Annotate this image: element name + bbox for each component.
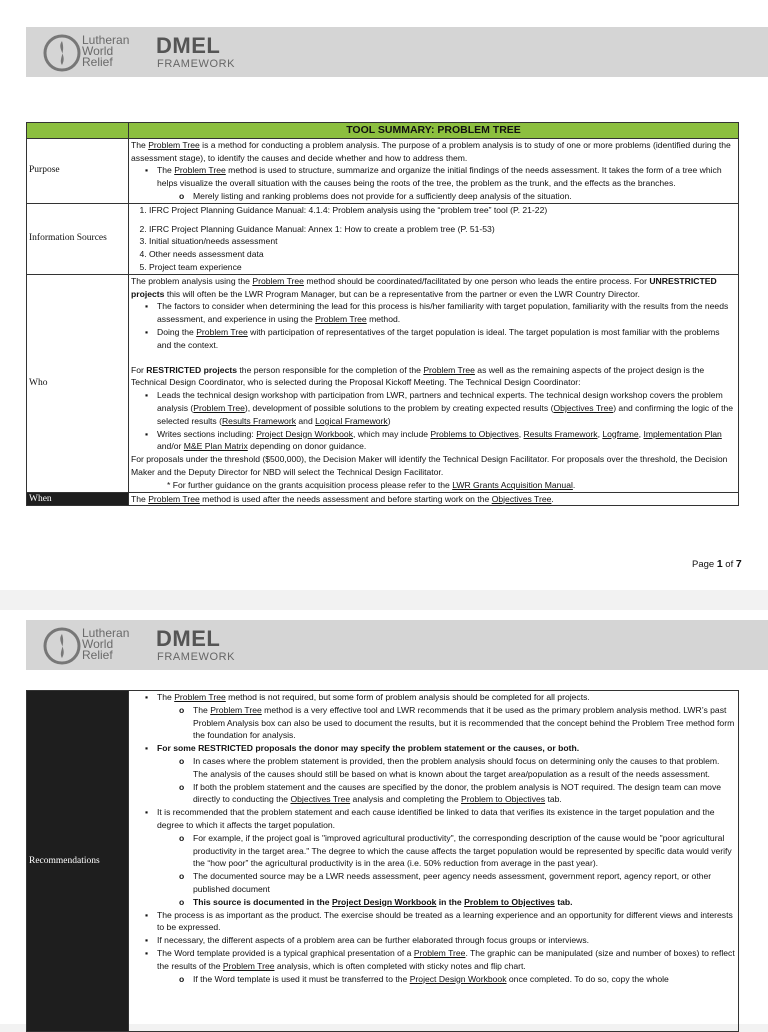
logframe-link[interactable]: Logframe [602,428,639,439]
tool-summary-table [26,122,739,506]
problem-tree-link[interactable]: Problem Tree [174,165,226,176]
row-purpose [27,138,739,203]
framework-subtitle: FRAMEWORK [157,651,236,663]
problem-tree-link[interactable]: Problem Tree [423,364,475,375]
problem-tree-link[interactable]: Problem Tree [196,326,248,337]
objectives-tree-link[interactable]: Objectives Tree [553,402,614,413]
results-framework-link[interactable]: Results Framework [221,415,296,426]
row-content: The Problem Tree is a method for conducting a problem analysis. The purpose of a problem analysis is to study of one or more problems (identified during the assessment stage), to identify the causes and decide whether and how to address them. ▪ The Problem Tree method is used to structure, summarize and organize the initial findings of the needs assessment. It takes the form of a tree which helps visualize the overall situation with the causes being the roots of the tree, the problem as the trunk, and the effects as the branches. o Merely listing and ranking problems does not provide for a sufficiently deep analysis of the situation. [129,138,739,203]
org-name: Lutheran World Relief [82,626,130,662]
row-label: When [27,492,129,506]
logical-framework-link[interactable]: Logical Framework [315,415,388,426]
row-label: Information Sources [27,203,129,274]
problems-to-objectives-link[interactable]: Problems to Objectives [430,428,519,439]
problem-to-objectives-link[interactable]: Problem to Objectives [464,896,555,907]
row-recommendations [27,691,739,1032]
page-2 [0,610,768,1024]
project-design-workbook-link[interactable]: Project Design Workbook [409,973,507,984]
problem-tree-link[interactable]: Problem Tree [210,704,262,715]
table-title: TOOL SUMMARY: PROBLEM TREE [129,123,739,139]
project-design-workbook-link[interactable]: Project Design Workbook [331,896,437,907]
problem-to-objectives-link[interactable]: Problem to Objectives [461,794,546,805]
objectives-tree-link[interactable]: Objectives Tree [290,794,351,805]
framework-subtitle: FRAMEWORK [157,58,236,70]
dmel-title: DMEL [156,626,221,651]
row-label: Who [27,274,129,492]
page-number: Page 1 of 7 [692,558,742,570]
problem-tree-link[interactable]: Problem Tree [222,960,275,971]
recommendations-table [26,690,739,1032]
row-label: Recommendations [27,691,129,1032]
row-label: Purpose [27,138,129,203]
dmel-banner [26,620,768,670]
problem-tree-link[interactable]: Problem Tree [148,139,200,150]
row-information-sources [27,203,739,274]
dmel-title: DMEL [156,33,221,58]
page-gap [0,590,768,610]
problem-tree-link[interactable]: Problem Tree [193,402,245,413]
problem-tree-link[interactable]: Problem Tree [315,314,367,325]
grants-acquisition-manual-link[interactable]: LWR Grants Acquisition Manual [452,479,573,490]
problem-tree-link[interactable]: Problem Tree [413,947,466,958]
row-when [27,492,739,506]
problem-tree-link[interactable]: Problem Tree [174,692,226,702]
lwr-logo-icon [42,33,82,73]
row-content: The Problem Tree method is used after the needs assessment and before starting work on the Objectives Tree. [129,492,739,506]
results-framework-link[interactable]: Results Framework [523,428,598,439]
row-content: ▪ The Problem Tree method is not required, but some form of problem analysis should be completed for all projects. o The Problem Tree method is a very effective tool and LWR recommends that it be used as the primary problem analysis method. LWR’s past Problem Analysis box can also be used to document the results, but it is recommended that the concept behind the Problem Tree method form the foundation for analysis. ▪ For some RESTRICTED proposals the donor may specify the problem statement or the causes, or both. o In cases where the problem statement is provided, then the problem analysis should focus on determining only the causes to that problem. The analysis of the causes should still be based on what is known about the target area/population as a result of the needs assessment. o If both the problem statement and the causes are specified by the donor, the problem analysis is NOT required. The design team can move directly to conducting the Objectives Tree analysis and completing the Problem to Objectives tab. ▪ It is recommended that the problem statement and each cause identified be linked to data that verifies its existence in the target population and the degree to which it affects the target population. o For example, if the project goal is "improved agricultural productivity", the corresponding description of the cause would be "poor agricultural productivity in the target area." The degree to which the cause affects the target population would be represented by specific data would verify the “how poor” the agricultural productivity is in the area (i.e. 50% reduction from average in the past year). o The documented source may be a LWR needs assessment, peer agency needs assessment, government report, agency report, or other published document o This source is documented in the Project Design Workbook in the Problem to Objectives tab. ▪ The process is as important as the product. The exercise should be treated as a learning experience and an opportunity for different views and interests to be expressed. ▪ If necessary, the different aspects of a problem area can be further elaborated through focus groups or interviews. ▪ The Word template provided is a typical graphical presentation of a Problem Tree. The graphic can be manipulated (size and number of boxes) to reflect the results of the Problem Tree analysis, which is often completed with sticky notes and flip chart. o If the Word template is used it must be transferred to the Project Design Workbook once completed. To do so, copy the whole [129,691,739,1032]
row-content: 1. IFRC Project Planning Guidance Manual: 4.1.4: Problem analysis using the “problem tree” tool (P. 21-22) 2. IFRC Project Planning Guidance Manual: Annex 1: How to create a problem tree (P. 51-53) 3. Initial situation/needs assessment 4. Other needs assessment data 5. Project team experience [129,203,739,274]
me-plan-matrix-link[interactable]: M&E Plan Matrix [183,441,248,452]
row-content: The problem analysis using the Problem Tree method should be coordinated/facilitated by one person who leads the entire process. For UNRESTRICTED projects this will often be the LWR Program Manager, but can be a representative from the partner or even the LWR Country Director. ▪ The factors to consider when determining the lead for this process is his/her familiarity with target population, familiarity with the results from the needs assessment, and experience in using the Problem Tree method. ▪ Doing the Problem Tree with participation of representatives of the target population is ideal. The target population is most familiar with the problems and the context. For RESTRICTED projects the person responsible for the completion of the Problem Tree as well as the remaining aspects of the project design is the Technical Design Coordinator, who is selected during the Proposal Kickoff Meeting. The Technical Design Coordinator: ▪ Leads the technical design workshop with participation from LWR, partners and technical experts. The technical design workshop covers the problem analysis (Problem Tree), development of possible solutions to the problem by creating expected results (Objectives Tree) and confirming the logic of the selected results (Results Framework and Logical Framework) ▪ Writes sections including: Project Design Workbook, which may include Problems to Objectives, Results Framework, Logframe, Implementation Plan and/or M&E Plan Matrix depending on donor guidance. For proposals under the threshold ($500,000), the Decision Maker will identify the Technical Design Facilitator. For proposals over the threshold, the Decision Maker and the Deputy Director for NBD will select the Technical Design Facilitator. * For further guidance on the grants acquisition process please refer to the LWR Grants Acquisition Manual. [129,274,739,492]
implementation-plan-link[interactable]: Implementation Plan [643,428,722,439]
objectives-tree-link[interactable]: Objectives Tree [491,493,552,504]
org-name: Lutheran World Relief [82,33,130,69]
problem-tree-link[interactable]: Problem Tree [252,275,304,286]
problem-tree-link[interactable]: Problem Tree [148,493,200,504]
row-who [27,274,739,492]
lwr-logo-icon [42,626,82,666]
project-design-workbook-link[interactable]: Project Design Workbook [256,428,354,439]
dmel-banner [26,27,768,77]
